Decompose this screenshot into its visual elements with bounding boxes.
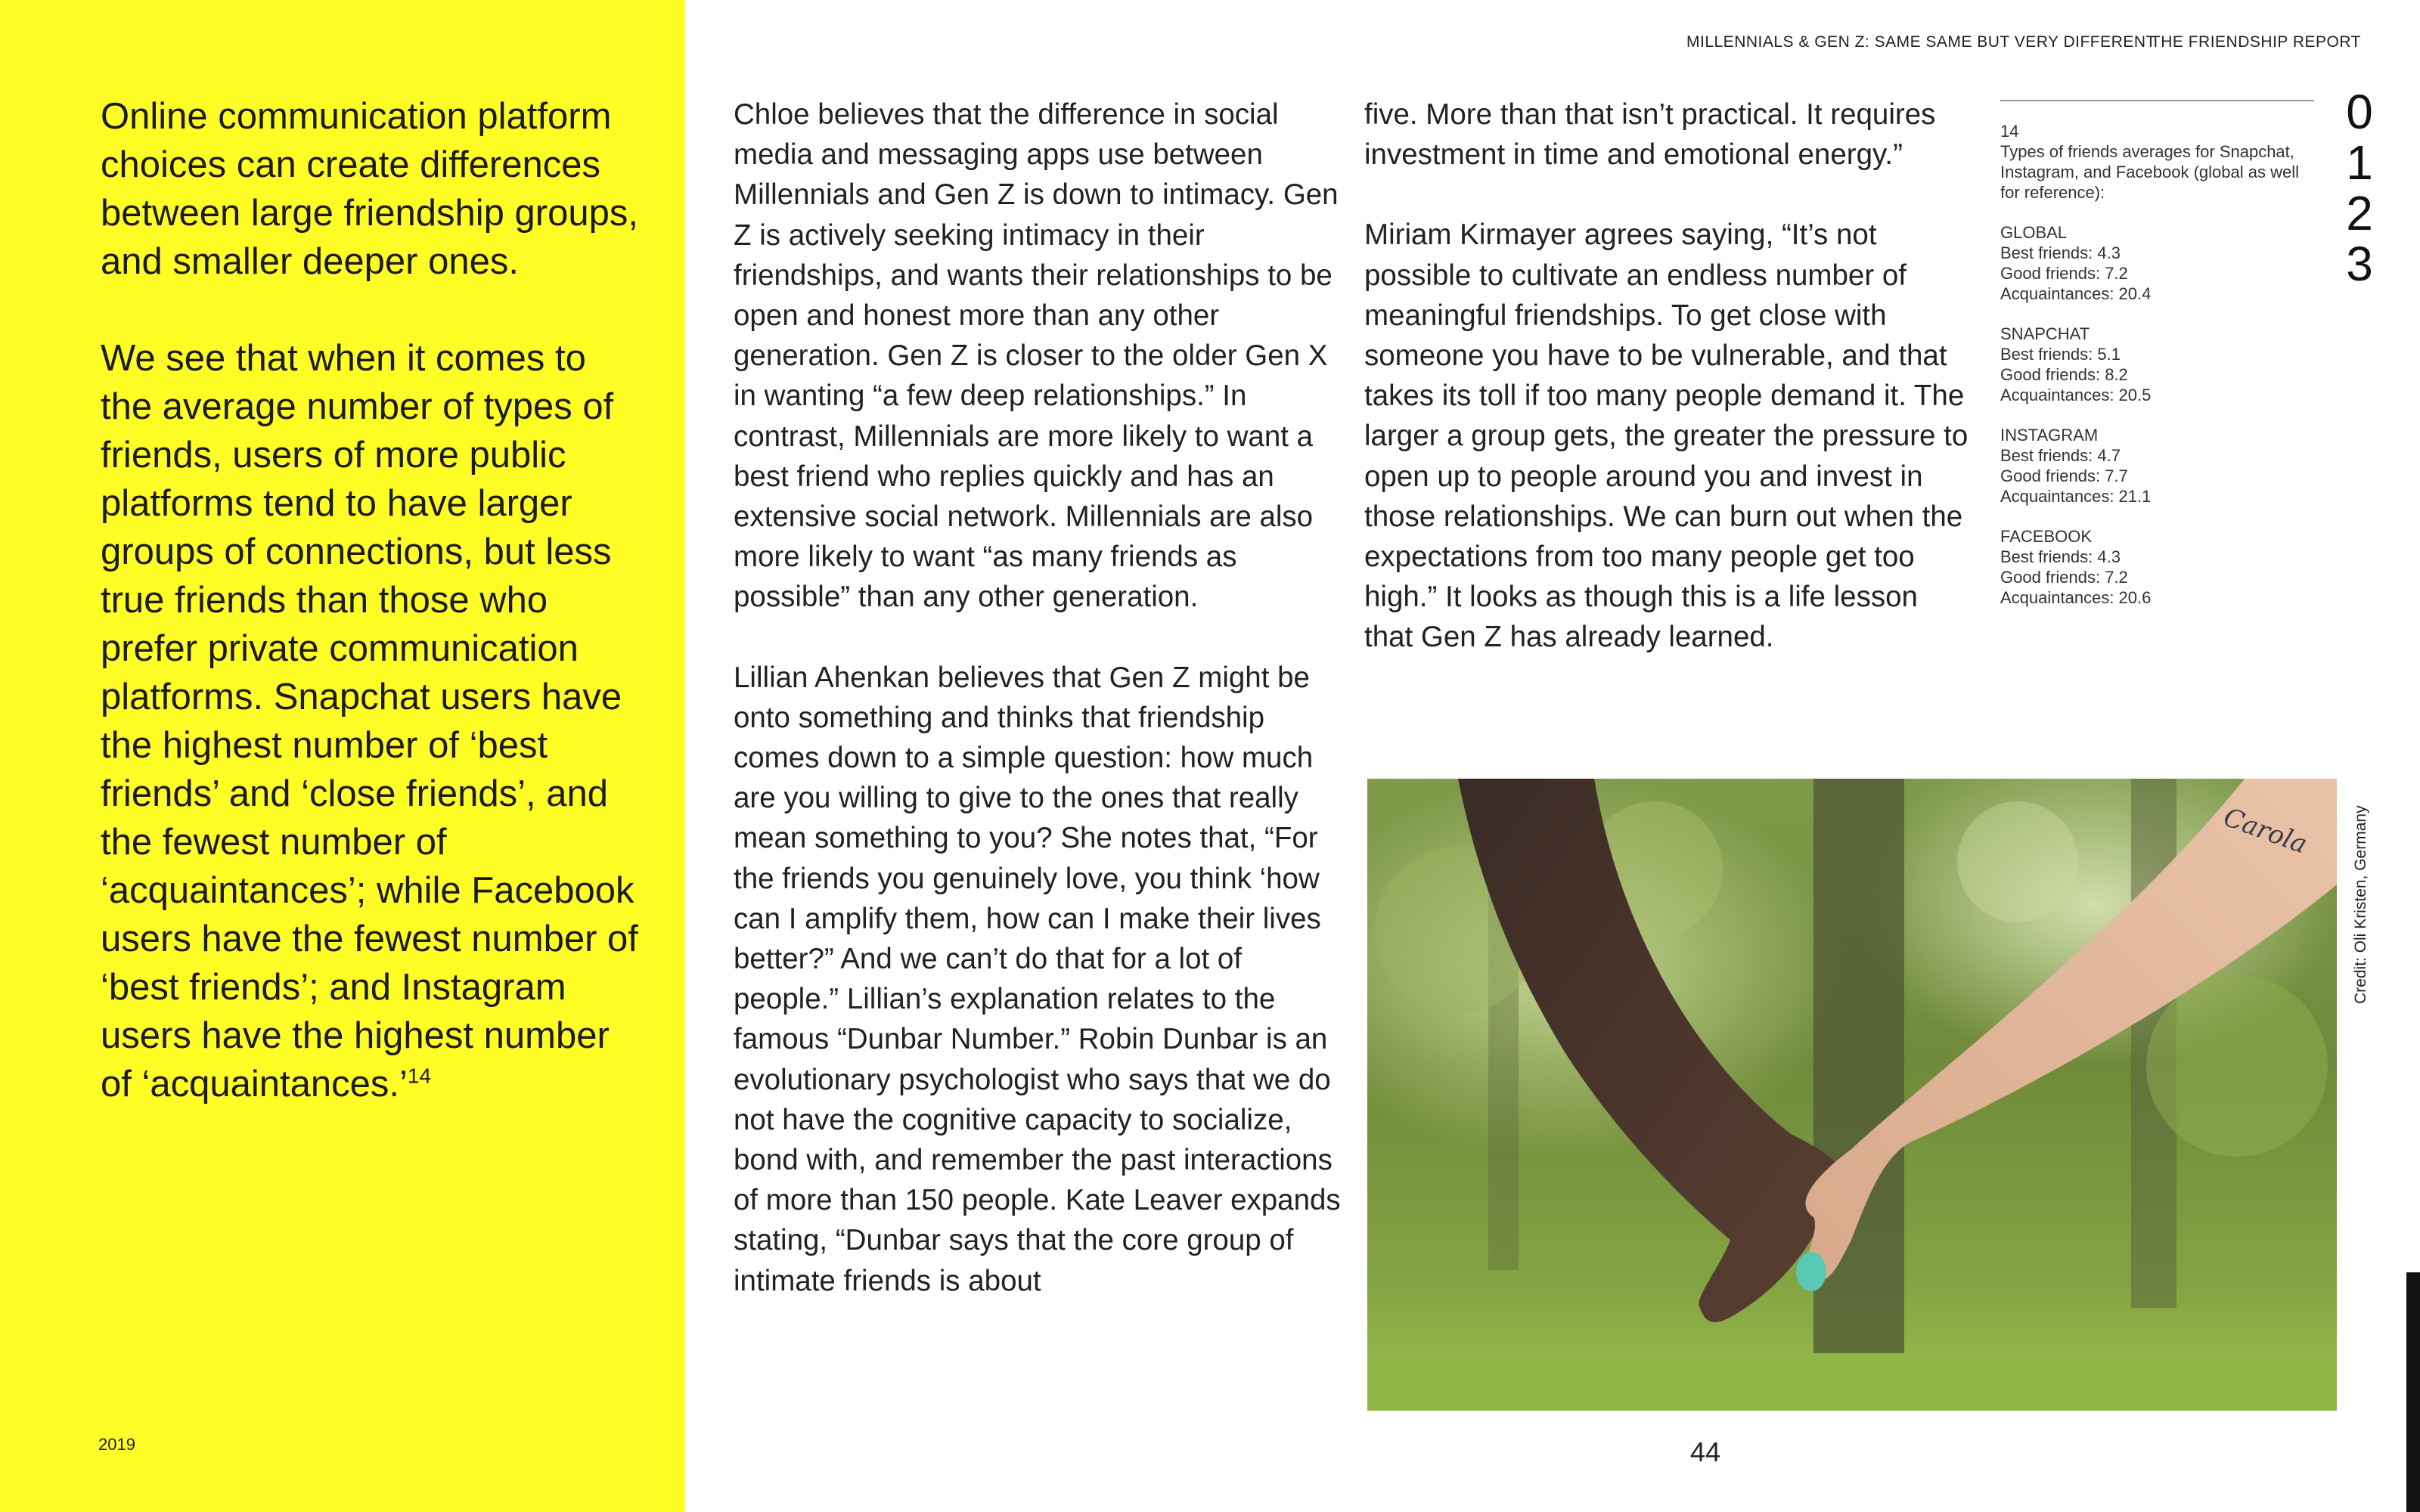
stat-group-global <box>2000 222 2314 304</box>
running-head-left: THE FRIENDSHIP REPORT <box>2150 33 2361 51</box>
stat-group-title: SNAPCHAT <box>2000 324 2090 343</box>
running-head-right: MILLENNIALS & GEN Z: SAME SAME BUT VERY DIFFERENT <box>1686 33 2156 51</box>
body-paragraph: five. More than that isn’t practical. It requires investment in time and emotional energy.” <box>1364 98 1936 172</box>
stat-group-snapchat <box>2000 324 2314 405</box>
pull-text-paragraph-1: Online communication platform choices can create differences between large friendship groups, and smaller deeper ones. <box>101 96 638 282</box>
footnote-number: 14 <box>2000 122 2019 141</box>
stat-best-friends: Best friends: 5.1 <box>2000 345 2121 364</box>
body-column-1 <box>734 94 1354 1341</box>
stat-best-friends: Best friends: 4.3 <box>2000 547 2121 566</box>
page-number: 44 <box>1689 1436 1721 1467</box>
hands-photo-illustration <box>1367 779 2337 1411</box>
stat-group-title: FACEBOOK <box>2000 527 2093 546</box>
chapter-link-3[interactable]: 3 <box>2346 237 2373 291</box>
stat-group-instagram <box>2000 425 2314 507</box>
stat-best-friends: Best friends: 4.7 <box>2000 446 2121 465</box>
body-column-2 <box>1364 94 1969 698</box>
stat-acquaintances: Acquaintances: 20.4 <box>2000 284 2152 303</box>
stat-acquaintances: Acquaintances: 20.6 <box>2000 588 2152 607</box>
hands-holding-photo <box>1367 779 2337 1411</box>
footnote-ref[interactable]: 14 <box>407 1064 432 1088</box>
chapter-nav <box>2341 87 2378 290</box>
pull-text <box>101 92 645 1157</box>
year-label: 2019 <box>98 1435 135 1454</box>
body-paragraph: Lillian Ahenkan believes that Gen Z might be onto something and thinks that friendship comes down to a simple question: how much are you willing to give to the ones that really mean something to you? She notes that, “For the friends you genuinely love, you think ‘how can I amplify them, how can I make their lives better?” And we can’t do that for a lot of people.” Lillian’s explanation relates to the famous “Dunbar Number.” Robin Dunbar is an evolutionary psychologist who says that we do not have the cognitive capacity to socialize, bond with, and remember the past interactions of more than 150 people. Kate Leaver expands stating, “Dunbar says that the core group of intimate friends is about <box>734 661 1341 1297</box>
stat-acquaintances: Acquaintances: 21.1 <box>2000 487 2152 506</box>
footnote-block <box>2000 121 2314 203</box>
photo-credit <box>2350 779 2373 1005</box>
svg-text:Carola: Carola <box>2219 801 2311 860</box>
chapter-link-0[interactable]: 0 <box>2346 85 2373 139</box>
chapter-link-1[interactable]: 1 <box>2346 135 2373 190</box>
chapter-link-2[interactable]: 2 <box>2346 186 2373 240</box>
pull-text-paragraph-2-text: We see that when it comes to the average number of types of friends, users of more public platforms tend to have larger groups of connections, but less true friends than those who prefer private communication platforms. Snapchat users have the highest number of ‘best friends’ and ‘close friends’, and the fewest number of ‘acquaintances’; while Facebook users have the fewest number of ‘best friends’; and Instagram users have the highest number of ‘acquaintances.’ <box>101 338 638 1105</box>
footnote-sidebar <box>2000 100 2314 627</box>
stat-good-friends: Good friends: 7.2 <box>2000 568 2128 587</box>
stat-good-friends: Good friends: 7.7 <box>2000 466 2128 485</box>
page-edge-bar <box>2406 1272 2420 1512</box>
stat-group-facebook <box>2000 526 2314 608</box>
stat-good-friends: Good friends: 8.2 <box>2000 365 2128 384</box>
pull-text-paragraph-2 <box>101 334 645 1108</box>
footnote-text: Types of friends averages for Snapchat, Instagram, and Facebook (global as well for reference): <box>2000 142 2299 202</box>
body-paragraph: Chloe believes that the difference in social media and messaging apps use between Millennials and Gen Z is down to intimacy. Gen Z is actively seeking intimacy in their friendships, and wants their relationships to be open and honest more than any other generation. Gen Z is closer to the older Gen X in wanting “a few deep relationships.” In contrast, Millennials are more likely to want a best friend who replies quickly and has an extensive social network. Millennials are also more likely to want “as many friends as possible” than any other generation. <box>734 98 1339 614</box>
stat-group-title: INSTAGRAM <box>2000 426 2099 445</box>
body-paragraph: Miriam Kirmayer agrees saying, “It’s not possible to cultivate an endless number of meaningful friendships. To get close with someone you have to be vulnerable, and that takes its toll if too many people demand it. The larger a group gets, the greater the pressure to open up to people around you and invest in those relationships. We can burn out when the expectations from too many people get too high.” It looks as though this is a life lesson that Gen Z has already learned. <box>1364 218 1969 654</box>
stat-group-title: GLOBAL <box>2000 223 2068 242</box>
stat-best-friends: Best friends: 4.3 <box>2000 243 2121 262</box>
stat-good-friends: Good friends: 7.2 <box>2000 264 2128 283</box>
photo-credit-text: Credit: Oli Kristen, Germany <box>2352 805 2369 1004</box>
stat-acquaintances: Acquaintances: 20.5 <box>2000 386 2152 404</box>
